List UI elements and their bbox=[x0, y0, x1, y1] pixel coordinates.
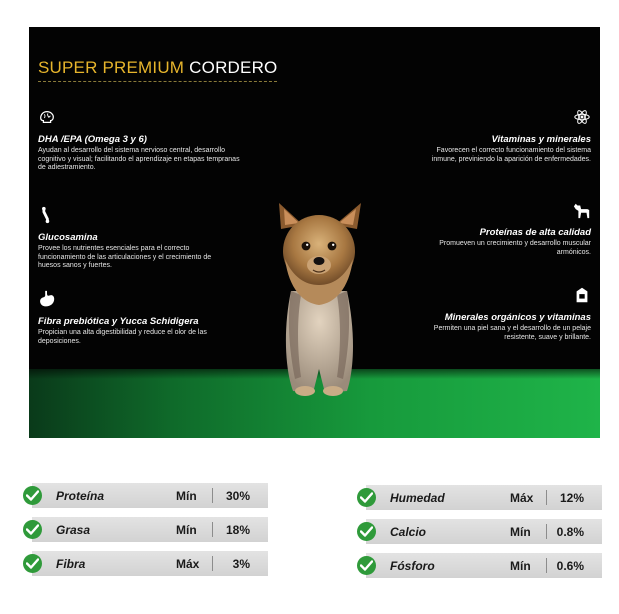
feature-desc: Favorecen el correcto funcionamiento del sistema inmune, previniendo la aparición de enfermedades. bbox=[431, 147, 591, 163]
feature-title: Fibra prebiótica y Yucca Schidigera bbox=[38, 316, 199, 327]
feature-dha-epa bbox=[38, 108, 248, 173]
feature-minerales-organicos bbox=[416, 286, 591, 342]
product-title bbox=[38, 58, 277, 82]
dog-silhouette-icon bbox=[573, 201, 591, 219]
product-banner bbox=[29, 27, 600, 438]
check-circle-icon bbox=[357, 556, 376, 575]
divider bbox=[546, 558, 547, 573]
nutrient-row-calcio bbox=[366, 519, 602, 544]
nutrient-row-grasa bbox=[32, 517, 268, 542]
divider bbox=[546, 524, 547, 539]
feature-desc: Propician una alta digestibilidad y reduce el olor de las deposiciones. bbox=[38, 329, 207, 345]
feature-fibra-prebiotica bbox=[38, 290, 238, 346]
nutrient-name: Calcio bbox=[390, 525, 427, 539]
nutrient-qualifier: Mín bbox=[510, 525, 531, 539]
feature-title: Proteínas de alta calidad bbox=[479, 227, 591, 238]
divider bbox=[212, 522, 213, 537]
nutrient-row-humedad bbox=[366, 485, 602, 510]
mineral-box-icon bbox=[573, 286, 591, 304]
check-circle-icon bbox=[23, 520, 42, 539]
nutrient-name: Proteína bbox=[56, 489, 105, 503]
feature-desc: Provee los nutrientes esenciales para el correcto funcionamiento de las articulaciones y el crecimiento de huesos sanos y fuertes. bbox=[38, 245, 212, 270]
product-flavor: CORDERO bbox=[189, 58, 278, 77]
feature-desc: Promueven un crecimiento y desarrollo muscular armónicos. bbox=[439, 240, 591, 256]
brain-icon bbox=[38, 108, 56, 126]
bone-icon bbox=[38, 206, 56, 224]
feature-title: DHA /EPA (Omega 3 y 6) bbox=[38, 134, 147, 145]
feature-vitaminas-minerales bbox=[416, 108, 591, 164]
nutrient-value: 30% bbox=[225, 489, 250, 503]
nutrient-qualifier: Mín bbox=[510, 559, 531, 573]
feature-desc: Permiten una piel sana y el desarrollo de un pelaje resistente, suave y brillante. bbox=[433, 325, 591, 341]
nutrient-qualifier: Mín bbox=[176, 489, 197, 503]
nutrient-name: Humedad bbox=[390, 491, 445, 505]
stomach-icon bbox=[38, 290, 56, 308]
feature-title: Minerales orgánicos y vitaminas bbox=[444, 312, 591, 323]
atom-icon bbox=[573, 108, 591, 126]
feature-title: Vitaminas y minerales bbox=[491, 134, 591, 145]
product-line: SUPER PREMIUM bbox=[38, 58, 185, 77]
nutrient-name: Grasa bbox=[56, 523, 91, 537]
nutrient-value: 3% bbox=[232, 557, 250, 571]
nutrient-row-proteina bbox=[32, 483, 268, 508]
divider bbox=[212, 488, 213, 503]
nutrient-value: 12% bbox=[559, 491, 584, 505]
nutrient-row-fibra bbox=[32, 551, 268, 576]
check-circle-icon bbox=[23, 554, 42, 573]
check-circle-icon bbox=[357, 488, 376, 507]
nutrient-qualifier: Máx bbox=[176, 557, 200, 571]
nutrient-qualifier: Mín bbox=[176, 523, 197, 537]
nutrient-qualifier: Máx bbox=[510, 491, 534, 505]
yorkshire-terrier-image bbox=[269, 199, 369, 397]
feature-desc: Ayudan al desarrollo del sistema nervioso central, desarrollo cognitivo y visual; facilitando el aprendizaje en etapas tempranas de adiestramiento. bbox=[38, 147, 240, 172]
divider bbox=[546, 490, 547, 505]
check-circle-icon bbox=[23, 486, 42, 505]
nutrient-value: 18% bbox=[225, 523, 250, 537]
nutrient-value: 0.6% bbox=[556, 559, 584, 573]
nutrient-value: 0.8% bbox=[556, 525, 584, 539]
divider bbox=[212, 556, 213, 571]
nutrient-name: Fibra bbox=[56, 557, 86, 571]
nutrient-row-fosforo bbox=[366, 553, 602, 578]
feature-title: Glucosamina bbox=[38, 232, 98, 243]
nutrient-name: Fósforo bbox=[390, 559, 435, 573]
check-circle-icon bbox=[357, 522, 376, 541]
feature-proteinas bbox=[416, 201, 591, 257]
feature-glucosamina bbox=[38, 206, 228, 271]
